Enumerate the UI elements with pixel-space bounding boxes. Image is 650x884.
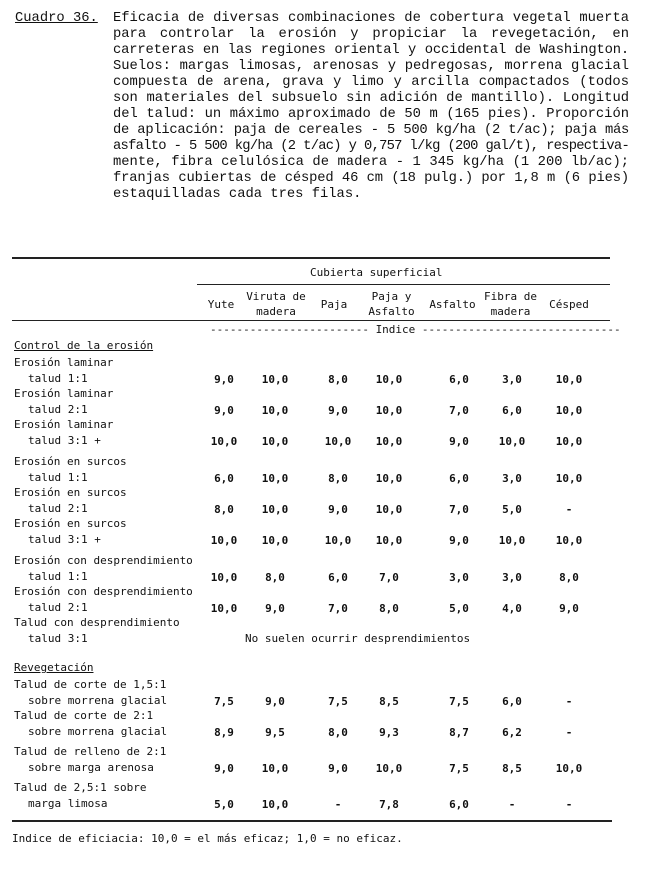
section-title: Revegetación xyxy=(14,661,94,674)
cell-value: 10,0 xyxy=(375,435,403,448)
cell-value: 7,5 xyxy=(328,695,348,708)
column-header xyxy=(538,297,600,312)
cell-value: 7,8 xyxy=(379,798,399,811)
cell-value: - xyxy=(334,798,342,811)
column-header-line: Fibra de xyxy=(484,290,537,303)
cell-value: - xyxy=(565,798,573,811)
row-label: Erosión en surcos xyxy=(14,455,127,468)
cell-value: 7,5 xyxy=(214,695,234,708)
top-rule xyxy=(12,257,610,259)
cell-value: 10,0 xyxy=(375,472,403,485)
column-header xyxy=(197,297,245,312)
cell-value: 10,0 xyxy=(210,602,238,615)
row-sublabel: talud 2:1 xyxy=(28,403,88,416)
cell-value: 9,0 xyxy=(214,373,234,386)
cell-value: 10,0 xyxy=(261,373,289,386)
column-header-line: madera xyxy=(490,305,531,318)
row-sublabel: talud 3:1 xyxy=(28,632,88,645)
cell-value: 9,0 xyxy=(328,404,348,417)
row-sublabel: sobre morrena glacial xyxy=(28,725,168,738)
cell-value: 7,5 xyxy=(449,762,469,775)
table-row xyxy=(0,708,650,739)
caption-line: son materiales del subsuelo sin adición de mantillo). Longitud xyxy=(113,91,629,106)
caption-line: Eficacia de diversas combinaciones de cobertura vegetal muerta xyxy=(113,11,629,26)
row-sublabel: talud 2:1 xyxy=(28,502,88,515)
table-row xyxy=(0,355,650,386)
cell-value: 3,0 xyxy=(502,373,522,386)
column-header-line: Asfalto xyxy=(368,305,415,318)
caption-line: para controlar la erosión y propiciar la revegetación, en xyxy=(113,27,629,42)
table-row xyxy=(0,677,650,708)
cell-value: 6,2 xyxy=(502,726,522,739)
cell-value: 10,0 xyxy=(324,534,352,547)
cell-value: 10,0 xyxy=(375,503,403,516)
row-sublabel: talud 1:1 xyxy=(28,471,88,484)
row-label: Talud de corte de 1,5:1 xyxy=(14,678,167,691)
column-header-line: madera xyxy=(256,305,296,318)
row-label: Erosión laminar xyxy=(14,418,114,431)
table-number: Cuadro 36. xyxy=(15,11,98,26)
table-row xyxy=(0,744,650,775)
unit-line: ------------------------ Indice ------------------------------ xyxy=(210,323,621,336)
cell-value: 9,0 xyxy=(265,602,285,615)
row-sublabel: talud 3:1 + xyxy=(28,533,101,546)
cell-value: 4,0 xyxy=(502,602,522,615)
cell-value: 10,0 xyxy=(261,472,289,485)
cell-value: - xyxy=(508,798,516,811)
row-note: No suelen ocurrir desprendimientos xyxy=(245,632,471,645)
cell-value: 10,0 xyxy=(210,435,238,448)
row-label: Talud de relleno de 2:1 xyxy=(14,745,167,758)
cell-value: 10,0 xyxy=(261,404,289,417)
cell-value: 9,0 xyxy=(449,435,469,448)
row-sublabel: marga limosa xyxy=(28,797,108,810)
cell-value: 8,7 xyxy=(449,726,469,739)
cell-value: - xyxy=(565,726,573,739)
table-row xyxy=(0,584,650,615)
row-sublabel: sobre morrena glacial xyxy=(28,694,168,707)
cell-value: 10,0 xyxy=(210,534,238,547)
cell-value: 10,0 xyxy=(261,798,289,811)
cell-value: 10,0 xyxy=(555,404,583,417)
row-sublabel: talud 3:1 + xyxy=(28,434,101,447)
group-header-rule xyxy=(197,284,610,285)
cell-value: 8,0 xyxy=(559,571,579,584)
row-sublabel: talud 2:1 xyxy=(28,601,88,614)
row-label: Erosión en surcos xyxy=(14,486,127,499)
cell-value: 7,5 xyxy=(449,695,469,708)
column-header xyxy=(422,297,483,312)
cell-value: 9,0 xyxy=(214,404,234,417)
table-row xyxy=(0,516,650,547)
caption-line: estaquilladas cada tres filas. xyxy=(113,187,362,202)
cell-value: 3,0 xyxy=(449,571,469,584)
column-header xyxy=(307,297,361,312)
cell-value: 8,0 xyxy=(265,571,285,584)
row-label: Talud de 2,5:1 sobre xyxy=(14,781,147,794)
cell-value: 10,0 xyxy=(261,762,289,775)
cell-value: 10,0 xyxy=(375,404,403,417)
row-label: Erosión en surcos xyxy=(14,517,127,530)
footnote: Indice de eficiacia: 10,0 = el más eficaz; 1,0 = no eficaz. xyxy=(12,832,403,845)
cell-value: 10,0 xyxy=(324,435,352,448)
cell-value: 6,0 xyxy=(502,695,522,708)
cell-value: 10,0 xyxy=(498,435,526,448)
caption-line: de aplicación: paja de cereales - 5 500 kg/ha (2 t/ac); paja más xyxy=(113,123,629,138)
cell-value: 9,0 xyxy=(328,762,348,775)
column-header-line: Viruta de xyxy=(246,290,306,303)
cell-value: 10,0 xyxy=(261,534,289,547)
column-header xyxy=(483,289,538,319)
cell-value: 5,0 xyxy=(449,602,469,615)
cell-value: 3,0 xyxy=(502,472,522,485)
header-rule xyxy=(12,320,610,321)
cell-value: 10,0 xyxy=(375,762,403,775)
column-header xyxy=(361,289,422,319)
cell-value: 8,0 xyxy=(214,503,234,516)
cell-value: 6,0 xyxy=(449,798,469,811)
section-title: Control de la erosión xyxy=(14,339,154,352)
cell-value: 7,0 xyxy=(449,404,469,417)
cell-value: 9,0 xyxy=(449,534,469,547)
row-label: Talud con desprendimiento xyxy=(14,616,180,629)
caption-line: del talud: un máximo aproximado de 50 m (165 pies). Proporción xyxy=(113,107,629,122)
bottom-rule xyxy=(12,820,612,822)
row-sublabel: sobre marga arenosa xyxy=(28,761,154,774)
caption-line: asfalto - 5 500 kg/ha (2 t/ac) y 0,757 l/kg (200 gal/t), respectiva- xyxy=(113,139,629,154)
column-header-line: Césped xyxy=(549,298,589,311)
table-row xyxy=(0,615,650,646)
cell-value: 6,0 xyxy=(449,373,469,386)
table-row xyxy=(0,417,650,448)
cell-value: 6,0 xyxy=(328,571,348,584)
row-label: Erosión laminar xyxy=(14,387,114,400)
cell-value: 10,0 xyxy=(498,534,526,547)
caption-line: Suelos: margas limosas, arenosas y pedregosas, morrena glacial xyxy=(113,59,629,74)
cell-value: 10,0 xyxy=(375,534,403,547)
cell-value: 3,0 xyxy=(502,571,522,584)
cell-value: 8,0 xyxy=(328,472,348,485)
caption-line: carreteras en las regiones oriental y occidental de Washington. xyxy=(113,43,629,58)
cell-value: 9,0 xyxy=(328,503,348,516)
row-sublabel: talud 1:1 xyxy=(28,570,88,583)
cell-value: 10,0 xyxy=(375,373,403,386)
cell-value: 10,0 xyxy=(261,435,289,448)
cell-value: 9,5 xyxy=(265,726,285,739)
cell-value: 9,0 xyxy=(214,762,234,775)
row-label: Erosión con desprendimiento xyxy=(14,585,193,598)
cell-value: 10,0 xyxy=(555,534,583,547)
cell-value: 10,0 xyxy=(261,503,289,516)
column-header-line: Paja y xyxy=(371,290,412,303)
row-label: Talud de corte de 2:1 xyxy=(14,709,154,722)
table-row xyxy=(0,780,650,811)
column-header-line: Asfalto xyxy=(429,298,476,311)
row-label: Erosión laminar xyxy=(14,356,114,369)
cell-value: 6,0 xyxy=(214,472,234,485)
cell-value: 8,5 xyxy=(379,695,399,708)
cell-value: 10,0 xyxy=(555,762,583,775)
row-sublabel: talud 1:1 xyxy=(28,372,88,385)
cell-value: 5,0 xyxy=(214,798,234,811)
cell-value: 6,0 xyxy=(502,404,522,417)
caption-line: franjas cubiertas de césped 46 cm (18 pulg.) por 1,8 m (6 pies) xyxy=(113,171,629,186)
cell-value: - xyxy=(565,695,573,708)
table-caption xyxy=(113,11,629,203)
table-row xyxy=(0,485,650,516)
table-row xyxy=(0,553,650,584)
cell-value: 7,0 xyxy=(328,602,348,615)
cell-value: 8,9 xyxy=(214,726,234,739)
table-row xyxy=(0,454,650,485)
cell-value: 6,0 xyxy=(449,472,469,485)
cell-value: 8,0 xyxy=(328,726,348,739)
caption-line: compuesta de arena, grava y limo y arcilla compactados (todos xyxy=(113,75,629,90)
column-header-line: Paja xyxy=(320,298,348,311)
cell-value: 9,0 xyxy=(265,695,285,708)
cell-value: 8,0 xyxy=(328,373,348,386)
cell-value: 9,0 xyxy=(559,602,579,615)
column-header-line: Yute xyxy=(207,298,235,311)
cell-value: 10,0 xyxy=(555,373,583,386)
row-label: Erosión con desprendimiento xyxy=(14,554,193,567)
cell-value: 7,0 xyxy=(449,503,469,516)
table-row xyxy=(0,386,650,417)
cell-value: 5,0 xyxy=(502,503,522,516)
cell-value: 8,5 xyxy=(502,762,522,775)
cell-value: - xyxy=(565,503,573,516)
group-header: Cubierta superficial xyxy=(310,266,443,279)
caption-line: mente, fibra celulósica de madera - 1 345 kg/ha (1 200 lb/ac); xyxy=(113,155,629,170)
cell-value: 10,0 xyxy=(210,571,238,584)
cell-value: 7,0 xyxy=(379,571,399,584)
cell-value: 8,0 xyxy=(379,602,399,615)
cell-value: 10,0 xyxy=(555,472,583,485)
column-header xyxy=(245,289,307,319)
cell-value: 10,0 xyxy=(555,435,583,448)
cell-value: 9,3 xyxy=(379,726,399,739)
